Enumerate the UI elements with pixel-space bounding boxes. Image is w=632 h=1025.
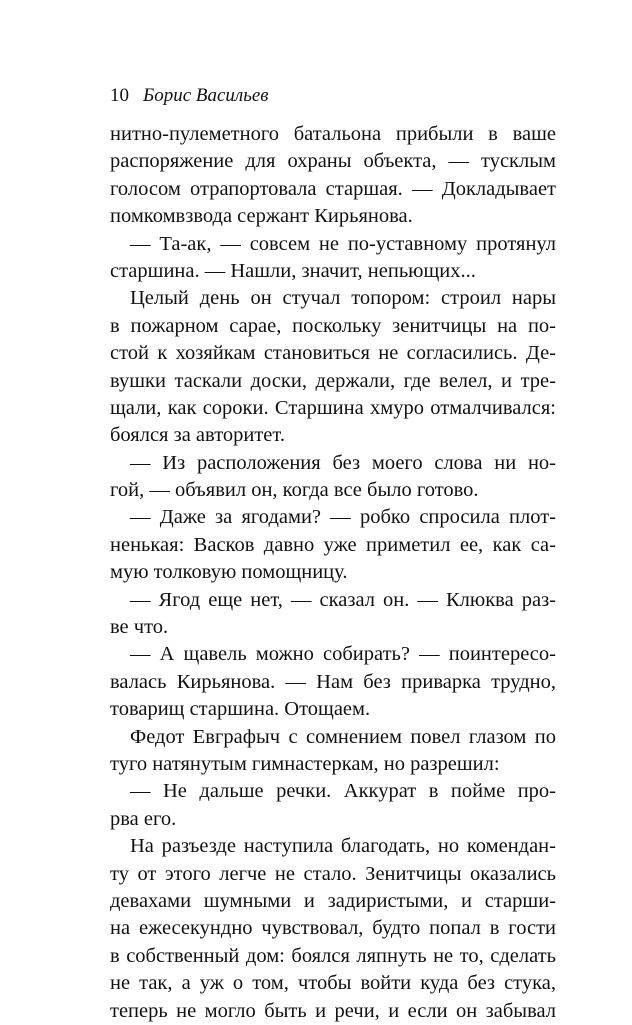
text-line: рва его. bbox=[110, 807, 177, 830]
text-line: голосом отрапортовала старшая. — Докладывает bbox=[110, 177, 556, 200]
running-head bbox=[110, 84, 269, 108]
author-name: Борис Васильев bbox=[143, 85, 269, 106]
text-line: на ежесекундно чувствовал, будто попал в гости bbox=[110, 917, 556, 940]
text-line: — Ягод еще нет, — сказал он. — Клюква раз- bbox=[130, 588, 556, 611]
text-line: туго натянутым гимнастеркам, но разрешил: bbox=[110, 752, 500, 775]
text-line: — Не дальше речки. Аккурат в пойме про- bbox=[130, 780, 556, 803]
text-line: в пожарном сарае, поскольку зенитчицы на по- bbox=[110, 314, 556, 337]
text-line: ту от этого легче не стало. Зенитчицы оказались bbox=[110, 862, 556, 885]
text-line: ненькая: Васков давно уже приметил ее, как са- bbox=[110, 533, 556, 556]
text-line: товарищ старшина. Отощаем. bbox=[110, 698, 371, 721]
body-text bbox=[110, 121, 556, 1025]
text-line: не так, а уж о том, чтобы войти куда без стука, bbox=[110, 972, 556, 995]
text-line: — Из расположения без моего слова ни но- bbox=[130, 451, 556, 474]
text-line: мую толковую помощницу. bbox=[110, 561, 348, 584]
text-line: теперь не могло быть и речи, и если он забывал bbox=[110, 999, 556, 1022]
text-line: Целый день он стучал топором: строил нары bbox=[130, 287, 556, 310]
text-line: девахами шумными и задиристыми, и старши- bbox=[110, 889, 556, 912]
page-number: 10 bbox=[110, 85, 129, 106]
text-line: валась Кирьянова. — Нам без приварка трудно, bbox=[110, 670, 556, 693]
text-line: боялся за авторитет. bbox=[110, 424, 285, 447]
text-line: — Та-ак, — совсем не по-уставному протянул bbox=[130, 232, 556, 255]
text-line: На разъезде наступила благодать, но комендан- bbox=[130, 835, 556, 858]
text-line: гой, — объявил он, когда все было готово. bbox=[110, 479, 479, 502]
text-line: нитно-пулеметного батальона прибыли в ваше bbox=[110, 123, 556, 145]
text-line: — А щавель можно собирать? — поинтересо- bbox=[130, 643, 556, 666]
text-line: щали, как сороки. Старшина хмуро отмалчивался: bbox=[110, 396, 556, 419]
text-line: вушки таскали доски, держали, где велел, и тре- bbox=[110, 369, 556, 392]
text-line: стой к хозяйкам становиться не согласились. Де- bbox=[110, 342, 556, 365]
text-line: ве что. bbox=[110, 616, 169, 639]
text-line: распоряжение для охраны объекта, — тусклым bbox=[110, 150, 556, 173]
text-line: помкомвзвода сержант Кирьянова. bbox=[110, 205, 413, 228]
text-line: старшина. — Нашли, значит, непьющих... bbox=[110, 259, 476, 282]
text-line: — Даже за ягодами? — робко спросила плот- bbox=[130, 506, 556, 529]
text-line: Федот Евграфыч с сомнением повел глазом по bbox=[130, 725, 556, 748]
text-line: в собственный дом: боялся ляпнуть не то, сделать bbox=[110, 944, 556, 967]
